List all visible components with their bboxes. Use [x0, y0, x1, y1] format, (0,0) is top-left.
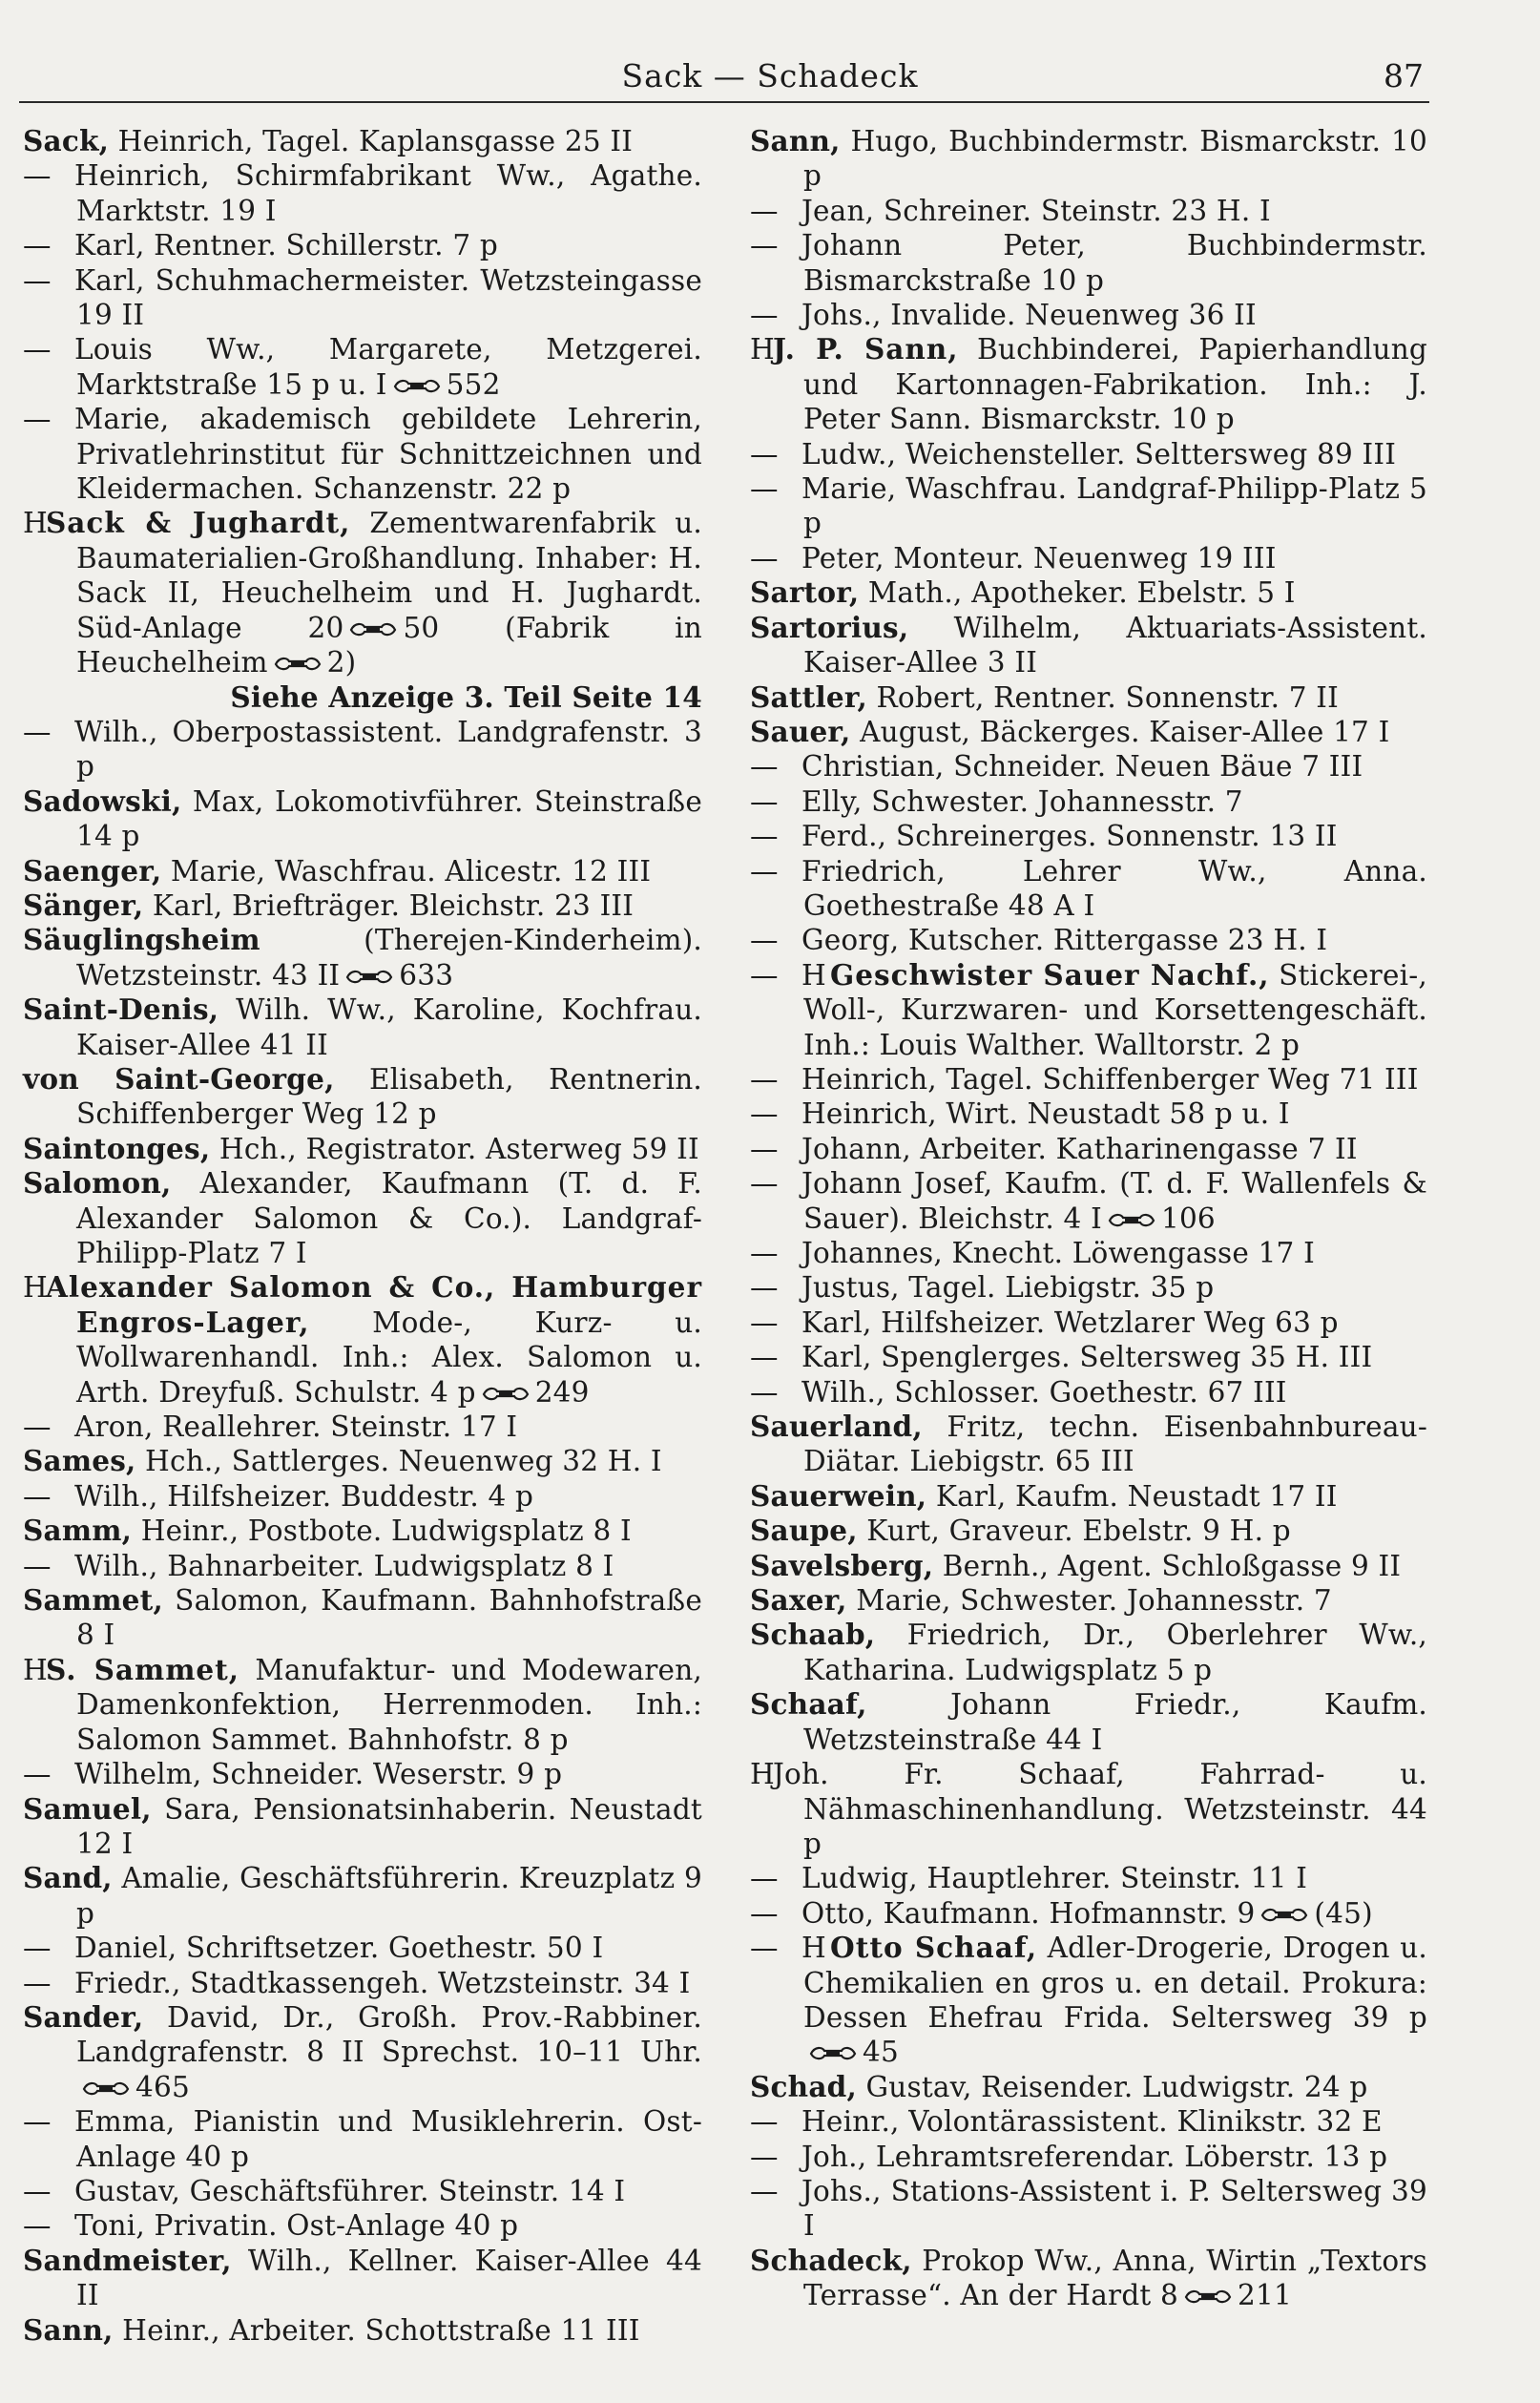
- directory-entry: [23, 158, 702, 228]
- surname: Sand,: [23, 1861, 113, 1895]
- surname: Sames,: [23, 1444, 136, 1478]
- surname: Sartorius,: [750, 610, 909, 644]
- entry-details: Bernh., Agent. Schloßgasse 9 II: [933, 1549, 1402, 1582]
- directory-entry: [750, 1549, 1427, 1583]
- repeat-name-dash: —: [750, 437, 779, 470]
- right-column: [750, 124, 1427, 2313]
- telephone-icon: [274, 654, 322, 675]
- directory-entry: [23, 1479, 702, 1514]
- telephone-number: 465: [135, 2070, 190, 2103]
- entry-details: Wilh., Schlosser. Goethestr. 67 III: [801, 1375, 1287, 1409]
- directory-entry: [750, 1062, 1427, 1097]
- telephone-icon: [482, 1384, 530, 1405]
- entry-details: Elisabeth, Rentnerin. Schiffenberger Weg 12 p: [76, 1062, 702, 1131]
- surname: Schad,: [750, 2069, 857, 2103]
- directory-entry: [23, 2208, 702, 2243]
- entry-details: Hch., Registrator. Asterweg 59 II: [210, 1132, 699, 1165]
- repeat-name-dash: —: [750, 924, 779, 957]
- telephone-icon: [82, 2079, 130, 2100]
- repeat-name-dash: —: [23, 1758, 52, 1791]
- repeat-name-dash: —: [750, 1062, 779, 1096]
- left-column: [23, 124, 702, 2348]
- surname: Sänger,: [23, 888, 144, 922]
- repeat-name-dash: —: [750, 1341, 779, 1374]
- register-mark: H: [750, 1758, 775, 1791]
- directory-entry: [750, 1270, 1427, 1305]
- directory-entry: [750, 611, 1427, 680]
- entry-details: Elly, Schwester. Johannesstr. 7: [801, 784, 1243, 818]
- directory-entry: [750, 437, 1427, 471]
- directory-entry: [750, 1375, 1427, 1410]
- directory-entry: [750, 1132, 1427, 1166]
- directory-entry: [23, 1270, 702, 1410]
- repeat-name-dash: —: [750, 1271, 779, 1305]
- directory-entry: [750, 471, 1427, 541]
- repeat-name-dash: —: [23, 1479, 52, 1513]
- directory-entry: [750, 923, 1427, 957]
- directory-entry: [750, 854, 1427, 924]
- directory-entry: [23, 1166, 702, 1270]
- surname: Sartor,: [750, 575, 860, 610]
- surname: von Saint-George,: [23, 1061, 335, 1096]
- surname: Sadowski,: [23, 784, 182, 818]
- entry-details: Justus, Tagel. Liebigstr. 35 p: [801, 1271, 1215, 1305]
- directory-entry: [750, 1514, 1427, 1548]
- telephone-number: (45): [1314, 1896, 1373, 1930]
- entry-details: Hch., Sattlerges. Neuenweg 32 H. I: [135, 1445, 662, 1478]
- repeat-name-dash: —: [23, 263, 52, 297]
- entry-details: (Therejen-Kinderheim). Wetzsteinstr. 43 II: [76, 924, 702, 992]
- entry-details: Heinrich, Schirmfabrikant Ww., Agathe. Marktstr. 19 I: [74, 159, 702, 227]
- telephone-number: 211: [1238, 2279, 1292, 2312]
- directory-entry: [750, 749, 1427, 784]
- entry-details: Heinr., Arbeiter. Schottstraße 11 III: [113, 2313, 640, 2347]
- directory-entry: [23, 228, 702, 262]
- directory-entry: [23, 1583, 702, 1653]
- repeat-name-dash: —: [750, 229, 779, 262]
- entry-details: Zementwarenfabrik u. Baumaterialien-Großhandlung. Inhaber: H. Sack II, Heuchelheim und H. Jughardt. Süd-Anlage 20: [76, 507, 702, 644]
- entry-details: Robert, Rentner. Sonnenstr. 7 II: [866, 680, 1340, 714]
- entry-details: Johs., Stations-Assistent i. P. Seltersweg 39 I: [801, 2174, 1427, 2243]
- entry-details: Wilh., Bahnarbeiter. Ludwigsplatz 8 I: [74, 1549, 614, 1582]
- firm-name: Sack & Jughardt,: [46, 506, 351, 540]
- entry-details: Karl, Briefträger. Bleichstr. 23 III: [143, 888, 635, 922]
- entry-details: Joh., Lehramtsreferendar. Löberstr. 13 p: [801, 2140, 1388, 2173]
- entry-details: Heinrich, Wirt. Neustadt 58 p u. I: [801, 1097, 1290, 1131]
- repeat-name-dash: —: [750, 2105, 779, 2139]
- directory-entry: [23, 1062, 702, 1132]
- repeat-name-dash: —: [750, 820, 779, 853]
- entry-details: Karl, Kaufm. Neustadt 17 II: [926, 1479, 1338, 1513]
- entry-details: Kurt, Graveur. Ebelstr. 9 H. p: [857, 1515, 1291, 1548]
- register-mark: H: [23, 1653, 48, 1686]
- surname: Salomon,: [23, 1166, 172, 1201]
- directory-entry: [750, 575, 1427, 610]
- repeat-name-dash: —: [750, 472, 779, 506]
- directory-entry: [750, 1340, 1427, 1374]
- directory-entry: [23, 506, 702, 714]
- directory-entry: [23, 1861, 702, 1931]
- entry-details: Johannes, Knecht. Löwengasse 17 I: [801, 1237, 1315, 1269]
- directory-entry: [23, 993, 702, 1062]
- repeat-name-dash: —: [23, 2105, 52, 2139]
- header-rule: [19, 101, 1429, 103]
- entry-details: Math., Apotheker. Ebelstr. 5 I: [859, 576, 1296, 610]
- directory-entry: [750, 2174, 1427, 2244]
- register-mark: H: [23, 507, 48, 540]
- entry-details: Wilh., Oberpostassistent. Landgrafenstr. 3 p: [74, 715, 702, 784]
- directory-entry: [750, 1757, 1427, 1861]
- telephone-icon: [393, 376, 441, 397]
- entry-details: Friedrich, Dr., Oberlehrer Ww., Katharina. Ludwigsplatz 5 p: [803, 1619, 1427, 1686]
- entry-details: Emma, Pianistin und Musiklehrerin. Ost-Anlage 40 p: [74, 2105, 702, 2173]
- telephone-number: 249: [534, 1375, 590, 1409]
- repeat-name-dash: —: [750, 1375, 779, 1409]
- repeat-name-dash: —: [23, 159, 52, 193]
- register-mark: H: [750, 333, 775, 366]
- page-number: 87: [1384, 57, 1424, 94]
- directory-entry: [23, 784, 702, 854]
- repeat-name-dash: —: [750, 1097, 779, 1131]
- register-mark: H: [801, 958, 826, 992]
- entry-details: Johann Friedr., Kaufm. Wetzsteinstraße 44 I: [803, 1688, 1427, 1756]
- repeat-name-dash: —: [750, 958, 779, 992]
- firm-name: S. Sammet,: [46, 1652, 240, 1686]
- firm-name: Geschwister Sauer Nachf.,: [830, 957, 1270, 992]
- entry-details: Aron, Reallehrer. Steinstr. 17 I: [74, 1410, 518, 1444]
- surname: Sann,: [23, 2312, 114, 2347]
- register-mark: H: [23, 1271, 48, 1305]
- directory-entry: [750, 680, 1427, 715]
- entry-details: Peter, Monteur. Neuenweg 19 III: [801, 541, 1277, 575]
- entry-details: Sara, Pensionatsinhaberin. Neustadt 12 I: [76, 1792, 702, 1860]
- entry-details: Otto, Kaufmann. Hofmannstr. 9: [801, 1896, 1256, 1930]
- directory-entry: [750, 228, 1427, 298]
- firm-name: J. P. Sann,: [773, 332, 959, 366]
- directory-entry: [750, 194, 1427, 228]
- entry-details: Manufaktur- und Modewaren, Damenkonfektion, Herrenmoden. Inh.: Salomon Sammet. Bahnhofstr. 8 p: [76, 1653, 702, 1756]
- directory-entry: [23, 1792, 702, 1862]
- entry-details: Karl, Schuhmachermeister. Wetzsteingasse 19 II: [74, 263, 702, 332]
- entry-details: Stickerei-, Woll-, Kurzwaren- und Korsettengeschäft. Inh.: Louis Walther. Walltorstr. 2 p: [803, 958, 1427, 1061]
- entry-details: Wilh., Hilfsheizer. Buddestr. 4 p: [74, 1479, 534, 1513]
- directory-entry: [750, 1687, 1427, 1757]
- surname: Samm,: [23, 1514, 133, 1548]
- surname: Saenger,: [23, 853, 162, 888]
- telephone-icon: [809, 2043, 857, 2064]
- entry-details: Johann, Arbeiter. Katharinengasse 7 II: [801, 1132, 1358, 1165]
- telephone-icon: [1184, 2287, 1232, 2308]
- surname: Saint-Denis,: [23, 993, 219, 1027]
- repeat-name-dash: —: [23, 1549, 52, 1582]
- repeat-name-dash: —: [750, 1132, 779, 1165]
- directory-entry: [23, 2174, 702, 2208]
- repeat-name-dash: —: [23, 2209, 52, 2243]
- entry-details: Wilh., Kellner. Kaiser-Allee 44 II: [76, 2244, 702, 2312]
- entry-details: Hugo, Buchbindermstr. Bismarckstr. 10 p: [803, 125, 1427, 193]
- repeat-name-dash: —: [23, 229, 52, 262]
- directory-entry: [750, 124, 1427, 194]
- directory-entry: [750, 1931, 1427, 2070]
- repeat-name-dash: —: [750, 299, 779, 332]
- directory-entry: [23, 332, 702, 402]
- repeat-name-dash: —: [23, 1966, 52, 1999]
- repeat-name-dash: —: [750, 194, 779, 227]
- directory-entry: [750, 1479, 1427, 1514]
- directory-entry: [750, 1166, 1427, 1236]
- entry-details: Salomon, Kaufmann. Bahnhofstraße 8 I: [76, 1584, 702, 1652]
- surname: Sack,: [23, 124, 110, 157]
- entry-details: Karl, Rentner. Schillerstr. 7 p: [74, 229, 498, 262]
- telephone-number: 2): [326, 646, 357, 679]
- entry-details: Adler-Drogerie, Drogen u. Chemikalien en gros u. en detail. Prokura: Dessen Ehefrau Frida. Seltersweg 39 p: [803, 1932, 1427, 2034]
- directory-entry: [23, 263, 702, 333]
- surname: Sattler,: [750, 679, 867, 714]
- directory-entry: [750, 715, 1427, 749]
- repeat-name-dash: —: [750, 1932, 779, 1965]
- entry-details: David, Dr., Großh. Prov.-Rabbiner. Landgrafenstr. 8 II Sprechst. 10–11 Uhr.: [76, 2000, 702, 2069]
- directory-entry: [750, 1097, 1427, 1131]
- directory-entry: [750, 1861, 1427, 1895]
- running-title: Sack — Schadeck: [621, 57, 919, 94]
- repeat-name-dash: —: [750, 1167, 779, 1201]
- directory-entry: [23, 2000, 702, 2104]
- directory-entry: [750, 1306, 1427, 1340]
- entry-details: Ludw., Weichensteller. Selttersweg 89 III: [801, 437, 1397, 470]
- directory-entry: [23, 1549, 702, 1583]
- surname: Sauerwein,: [750, 1478, 927, 1513]
- directory-entry: [23, 402, 702, 506]
- entry-details: Christian, Schneider. Neuen Bäue 7 III: [801, 750, 1363, 784]
- entry-details: Heinrich, Tagel. Schiffenberger Weg 71 III: [801, 1062, 1419, 1096]
- directory-entry: [23, 715, 702, 784]
- entry-details: Heinr., Volontärassistent. Klinikstr. 32 E: [801, 2105, 1383, 2139]
- entry-details: Heinrich, Tagel. Kaplansgasse 25 II: [109, 125, 634, 157]
- telephone-icon: [345, 967, 393, 988]
- entry-details: Johann Peter, Buchbindermstr. Bismarckstraße 10 p: [801, 229, 1427, 297]
- directory-entry: [750, 1236, 1427, 1270]
- entry-details: Wilh. Ww., Karoline, Kochfrau. Kaiser-Allee 41 II: [76, 993, 702, 1061]
- entry-details: Toni, Privatin. Ost-Anlage 40 p: [74, 2209, 519, 2243]
- directory-entry: [750, 1618, 1427, 1687]
- directory-entry: [750, 298, 1427, 332]
- directory-entry: [23, 1653, 702, 1757]
- surname: Sander,: [23, 1999, 144, 2034]
- directory-entry: [23, 923, 702, 993]
- telephone-number: 50: [403, 611, 440, 644]
- entry-details: Marie, Schwester. Johannesstr. 7: [846, 1584, 1332, 1618]
- entry-details: Marie, Waschfrau. Alicestr. 12 III: [161, 854, 652, 888]
- entry-details: Fritz, techn. Eisenbahnbureau-Diätar. Liebigstr. 65 III: [803, 1410, 1427, 1478]
- directory-entry: [750, 332, 1427, 436]
- telephone-number: 106: [1160, 1202, 1216, 1235]
- directory-entry: [750, 784, 1427, 819]
- entry-details: Joh. Fr. Schaaf, Fahrrad- u. Nähmaschinenhandlung. Wetzsteinstr. 44 p: [773, 1758, 1427, 1860]
- entry-details: Amalie, Geschäftsführerin. Kreuzplatz 9 p: [76, 1862, 702, 1930]
- directory-entry: [23, 1410, 702, 1444]
- entry-details: Ferd., Schreinerges. Sonnenstr. 13 II: [801, 820, 1338, 853]
- surname: Säuglingsheim: [23, 923, 260, 957]
- surname: Saupe,: [750, 1514, 858, 1548]
- entry-details: Alexander, Kaufmann (T. d. F. Alexander Salomon & Co.). Landgraf-Philipp-Platz 7 I: [76, 1167, 702, 1269]
- repeat-name-dash: —: [23, 2174, 52, 2207]
- entry-details: Jean, Schreiner. Steinstr. 23 H. I: [801, 194, 1271, 227]
- entry-details: August, Bäckerges. Kaiser-Allee 17 I: [850, 715, 1390, 748]
- entry-details: Johann Josef, Kaufm. (T. d. F. Wallenfels & Sauer). Bleichstr. 4 I: [801, 1167, 1427, 1235]
- directory-entry: [750, 1583, 1427, 1618]
- surname: Sauerland,: [750, 1410, 923, 1444]
- surname: Sann,: [750, 124, 841, 157]
- firm-name: Alexander Salomon & Co., Hamburger Engros-Lager,: [46, 1270, 702, 1339]
- entry-details: Friedrich, Lehrer Ww., Anna. Goethestraße 48 A I: [801, 854, 1427, 922]
- directory-entry: [750, 1896, 1427, 1931]
- entry-details: Ludwig, Hauptlehrer. Steinstr. 11 I: [801, 1862, 1308, 1895]
- entry-details: Marie, Waschfrau. Landgraf-Philipp-Platz 5 p: [801, 472, 1427, 540]
- surname: Savelsberg,: [750, 1548, 934, 1582]
- repeat-name-dash: —: [23, 333, 52, 366]
- entry-details: Louis Ww., Margarete, Metzgerei. Marktstraße 15 p u. I: [74, 333, 702, 401]
- telephone-icon: [349, 619, 397, 640]
- repeat-name-dash: —: [750, 750, 779, 784]
- entry-details: Mode-, Kurz- u. Wollwarenhandl. Inh.: Alex. Salomon u. Arth. Dreyfuß. Schulstr. 4 p: [76, 1306, 702, 1409]
- telephone-icon: [1108, 1210, 1155, 1231]
- directory-entry: [750, 958, 1427, 1062]
- surname: Sammet,: [23, 1583, 163, 1618]
- surname: Saintonges,: [23, 1131, 211, 1165]
- entry-details: (Fabrik in Heuchelheim: [76, 611, 703, 679]
- repeat-name-dash: —: [750, 1896, 779, 1930]
- entry-details: Karl, Hilfsheizer. Wetzlarer Weg 63 p: [801, 1306, 1339, 1339]
- telephone-number: 633: [399, 958, 454, 992]
- entry-details: Marie, akademisch gebildete Lehrerin, Privatlehrinstitut für Schnittzeichnen und Kleidermachen. Schanzenstr. 22 p: [74, 403, 702, 506]
- directory-entry: [23, 1931, 702, 1965]
- directory-entry: [23, 1966, 702, 2000]
- repeat-name-dash: —: [750, 541, 779, 575]
- telephone-number: 552: [446, 367, 501, 401]
- directory-entry: [23, 124, 702, 158]
- entry-details: Gustav, Reisender. Ludwigstr. 24 p: [856, 2070, 1368, 2103]
- telephone-icon: [1260, 1905, 1308, 1926]
- surname: Samuel,: [23, 1791, 152, 1826]
- surname: Schadeck,: [750, 2243, 912, 2277]
- directory-entry: [750, 2104, 1427, 2139]
- surname: Sauer,: [750, 714, 851, 748]
- entry-details: Johs., Invalide. Neuenweg 36 II: [801, 299, 1257, 332]
- entry-details: Wilhelm, Aktuariats-Assistent. Kaiser-Allee 3 II: [803, 611, 1427, 679]
- entry-details: Buchbinderei, Papierhandlung und Kartonnagen-Fabrikation. Inh.: J. Peter Sann. Bismarckstr. 10 p: [803, 333, 1427, 436]
- surname: Sandmeister,: [23, 2243, 232, 2277]
- repeat-name-dash: —: [750, 1862, 779, 1895]
- entry-details: Max, Lokomotivführer. Steinstraße 14 p: [76, 784, 702, 853]
- directory-entry: [23, 2104, 702, 2174]
- repeat-name-dash: —: [23, 403, 52, 436]
- directory-entry: [23, 2244, 702, 2313]
- directory-entry: [23, 1757, 702, 1791]
- telephone-number: 45: [863, 2036, 899, 2069]
- directory-entry: [750, 541, 1427, 575]
- entry-details: Prokop Ww., Anna, Wirtin „Textors Terrasse“. An der Hardt 8: [803, 2244, 1427, 2312]
- directory-entry: [23, 1444, 702, 1478]
- directory-entry: [750, 2244, 1427, 2313]
- entry-details: Friedr., Stadtkassengeh. Wetzsteinstr. 34 I: [74, 1966, 691, 1999]
- repeat-name-dash: —: [750, 1237, 779, 1269]
- surname: Saxer,: [750, 1583, 847, 1618]
- page-header: [0, 52, 1540, 105]
- entry-details: Karl, Spenglerges. Seltersweg 35 H. III: [801, 1341, 1373, 1374]
- firm-name: Otto Schaaf,: [830, 1931, 1038, 1965]
- directory-entry: [750, 819, 1427, 853]
- entry-details: Heinr., Postbote. Ludwigsplatz 8 I: [132, 1515, 632, 1548]
- directory-entry: [23, 854, 702, 888]
- directory-entry: [23, 888, 702, 923]
- directory-entry: [23, 1132, 702, 1166]
- register-mark: H: [801, 1932, 826, 1965]
- entry-details: Daniel, Schriftsetzer. Goethestr. 50 I: [74, 1932, 604, 1965]
- repeat-name-dash: —: [750, 784, 779, 818]
- repeat-name-dash: —: [23, 1932, 52, 1965]
- directory-entry: [750, 2140, 1427, 2174]
- surname: Schaaf,: [750, 1687, 867, 1722]
- entry-details: Gustav, Geschäftsführer. Steinstr. 14 I: [74, 2174, 626, 2207]
- repeat-name-dash: —: [23, 1410, 52, 1444]
- repeat-name-dash: —: [750, 854, 779, 888]
- surname: Schaab,: [750, 1618, 876, 1652]
- entry-details: Wilhelm, Schneider. Weserstr. 9 p: [74, 1758, 563, 1791]
- directory-entry: [750, 2070, 1427, 2104]
- directory-entry: [23, 2313, 702, 2348]
- repeat-name-dash: —: [750, 2174, 779, 2207]
- directory-entry: [23, 1514, 702, 1548]
- advertisement-reference: Siehe Anzeige 3. Teil Seite 14: [230, 679, 702, 714]
- entry-details: Georg, Kutscher. Rittergasse 23 H. I: [801, 924, 1328, 957]
- repeat-name-dash: —: [750, 1306, 779, 1339]
- repeat-name-dash: —: [23, 715, 52, 748]
- directory-entry: [750, 1410, 1427, 1479]
- repeat-name-dash: —: [750, 2140, 779, 2173]
